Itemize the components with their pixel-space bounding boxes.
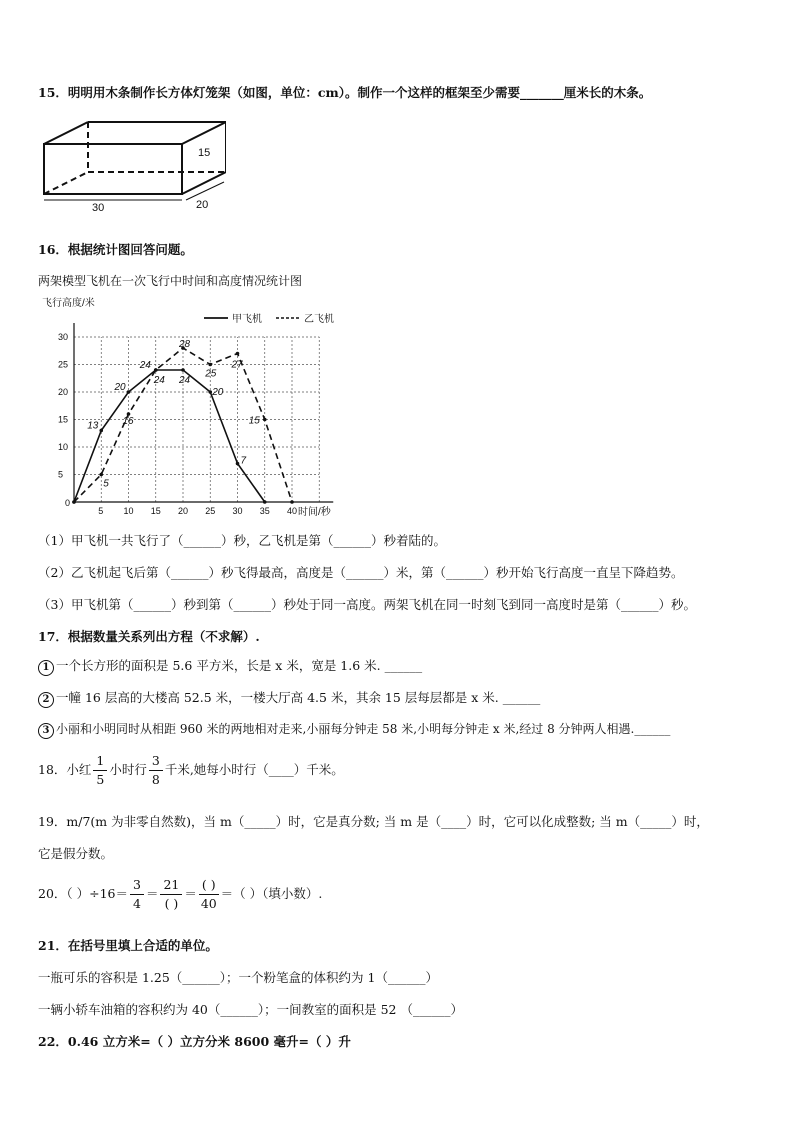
data-point — [236, 352, 240, 356]
q15-text: 15．明明用木条制作长方体灯笼架（如图，单位：cm）。制作一个这样的框架至少需要_______厘米长的木条。 — [38, 85, 652, 100]
x-tick-label: 5 — [98, 506, 104, 516]
q20-prefix: 20．（ ）÷16＝ — [38, 886, 129, 901]
data-label: 15 — [248, 415, 260, 427]
data-point — [263, 500, 267, 504]
equals-sign: ＝ — [184, 886, 197, 901]
q16-sub1: （1）甲飞机一共飞行了（______）秒，乙飞机是第（______）秒着陆的。 — [38, 533, 446, 548]
y-axis-label: 飞行高度/米 — [42, 298, 95, 309]
data-label: 24 — [179, 375, 191, 386]
y-tick-label: 30 — [58, 332, 69, 342]
data-label: 24 — [153, 375, 165, 386]
fraction-3-4 — [130, 876, 144, 913]
data-label: 20 — [114, 382, 126, 393]
q18 — [38, 752, 344, 789]
data-point — [263, 418, 267, 422]
dim-length: 30 — [92, 202, 105, 214]
y-tick-label: 15 — [58, 414, 69, 425]
fraction-denominator: 40 — [200, 896, 217, 911]
q17-item-1-text: 一个长方形的面积是 5.6 平方米，长是 x 米，宽是 1.6 米. ______ — [56, 658, 423, 673]
data-label: 28 — [179, 339, 191, 350]
q22-text: 22．0.46 立方米=（ ）立方分米 8600 毫升=（ ）升 — [38, 1034, 351, 1049]
circle-number: 2 — [38, 692, 54, 708]
q18-mid: 小时行 — [109, 762, 147, 777]
data-label: 20 — [212, 387, 224, 398]
x-tick-label: 10 — [123, 506, 134, 516]
fraction-numerator: 1 — [93, 752, 107, 771]
data-point — [208, 363, 212, 367]
y-tick-label: 10 — [58, 442, 69, 452]
q17-item-1 — [38, 656, 422, 676]
dim-height: 15 — [198, 147, 211, 159]
cuboid-figure — [36, 118, 226, 218]
x-tick-label: 35 — [259, 506, 270, 516]
fraction-denominator: 4 — [133, 896, 141, 911]
data-label: 13 — [87, 420, 99, 432]
x-axis-label: 时间/秒 — [298, 507, 331, 518]
q20-suffix: ＝（ ）（填小数）. — [220, 886, 323, 901]
data-point — [127, 390, 131, 394]
x-tick-label: 20 — [178, 506, 189, 516]
data-point — [72, 500, 76, 504]
q18-suffix: 千米,她每小时行（____）千米。 — [164, 762, 344, 777]
x-tick-label: 15 — [150, 506, 161, 516]
fraction-21-blank — [160, 876, 182, 913]
fraction-denominator: 5 — [96, 772, 105, 787]
q18-prefix: 18．小红 — [38, 762, 92, 777]
origin-label: 0 — [65, 498, 71, 508]
legend-jia: 甲飞机 — [232, 314, 262, 325]
y-tick-label: 25 — [58, 359, 69, 370]
data-label: 25 — [205, 368, 217, 380]
q17-title: 17．根据数量关系列出方程（不求解）. — [38, 629, 260, 644]
fraction-1-5 — [93, 752, 107, 789]
line-chart — [36, 292, 356, 520]
data-label: 24 — [139, 360, 151, 371]
chart-title: 两架模型飞机在一次飞行中时间和高度情况统计图 — [38, 274, 303, 288]
x-tick-label: 30 — [232, 506, 243, 516]
q20 — [38, 876, 322, 913]
y-tick-label: 20 — [58, 387, 69, 397]
dim-width: 20 — [196, 199, 209, 211]
data-point — [154, 368, 158, 372]
q17-item-3 — [38, 720, 670, 739]
data-point — [99, 429, 103, 433]
data-point — [236, 462, 240, 466]
q16-sub2: （2）乙飞机起飞后第（______）秒飞得最高，高度是（______）米，第（______）秒开始飞行高度一直呈下降趋势。 — [38, 565, 684, 580]
circle-number: 3 — [38, 723, 54, 739]
fraction-denominator: ( ) — [164, 896, 179, 911]
q16-sub3: （3）甲飞机第（______）秒到第（______）秒处于同一高度。两架飞机在同一时刻飞到同一高度时是第（______）秒。 — [38, 597, 696, 612]
q21-line-1: 一瓶可乐的容积是 1.25（______）；一个粉笔盒的体积约为 1（______） — [38, 970, 438, 985]
q16-title: 16．根据统计图回答问题。 — [38, 242, 193, 257]
x-tick-label: 40 — [287, 506, 298, 516]
data-point — [99, 473, 103, 477]
q21-title: 21．在括号里填上合适的单位。 — [38, 938, 218, 953]
fraction-3-8 — [149, 752, 163, 789]
y-tick-label: 5 — [58, 469, 64, 480]
data-label: 27 — [231, 359, 243, 371]
legend-yi: 乙飞机 — [304, 314, 334, 325]
q19-line-1: 19．m/7(m 为非零自然数)，当 m（_____）时，它是真分数; 当 m 是（____）时，它可以化成整数; 当 m（_____）时， — [38, 814, 709, 829]
q17-item-2 — [38, 688, 540, 708]
q17-item-3-text: 小丽和小明同时从相距 960 米的两地相对走来,小丽每分钟走 58 米,小明每分钟走 x 米,经过 8 分钟两人相遇.______ — [56, 722, 671, 736]
q17-item-2-text: 一幢 16 层高的大楼高 52.5 米，一楼大厅高 4.5 米，其余 15 层每层都是 x 米. ______ — [56, 690, 541, 705]
fraction-numerator: ( ) — [199, 876, 219, 895]
fraction-numerator: 21 — [160, 876, 182, 895]
fraction-numerator: 3 — [149, 752, 163, 771]
fraction-denominator: 8 — [151, 772, 160, 787]
fraction-numerator: 3 — [130, 876, 144, 895]
data-label: 16 — [122, 416, 134, 427]
x-tick-label: 25 — [205, 506, 216, 516]
q19-line-2: 它是假分数。 — [38, 846, 114, 861]
q21-line-2: 一辆小轿车油箱的容积约为 40（______）；一间教室的面积是 52 （______） — [38, 1002, 463, 1017]
data-label: 5 — [103, 478, 109, 490]
data-point — [290, 500, 294, 504]
data-point — [181, 368, 185, 372]
data-label: 7 — [240, 455, 247, 467]
fraction-blank-40 — [199, 876, 219, 913]
circle-number: 1 — [38, 660, 54, 676]
equals-sign: ＝ — [145, 886, 159, 901]
